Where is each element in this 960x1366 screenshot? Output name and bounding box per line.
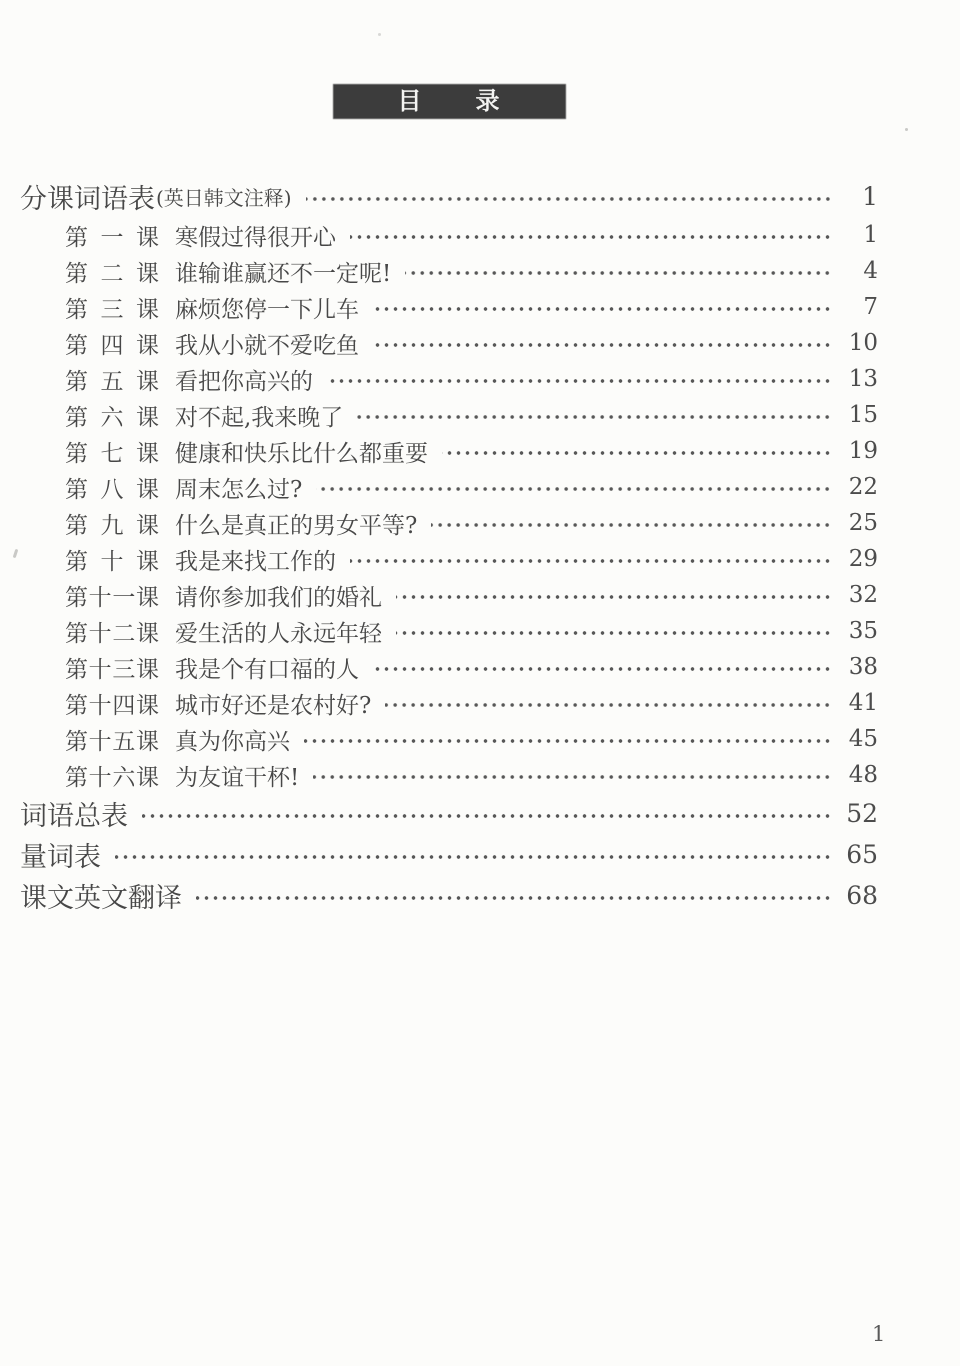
lesson-number-label: 第 七 课 [65, 440, 159, 467]
toc-entry [20, 793, 878, 834]
entry-page-number: 13 [848, 366, 878, 392]
lesson-number-label: 第十一课 [65, 584, 159, 611]
dot-leader [357, 410, 832, 424]
footer-page-number: 1 [872, 1322, 886, 1346]
toc-entry [20, 613, 878, 649]
toc-entry [20, 253, 878, 289]
lesson-number-label: 第十六课 [65, 764, 159, 791]
toc-entry [20, 217, 878, 253]
dot-leader [306, 192, 832, 206]
entry-page-number: 25 [848, 510, 878, 536]
entry-title: 课文英文翻译 [20, 883, 182, 914]
entry-page-number: 52 [846, 799, 878, 828]
toc-entry [20, 397, 878, 433]
entry-title: 什么是真正的男女平等? [175, 512, 418, 539]
lesson-number-label: 第 三 课 [65, 296, 159, 323]
entry-title: 我是来找工作的 [175, 548, 336, 575]
entry-title: 麻烦您停一下儿车 [175, 296, 359, 323]
entry-title: 看把你高兴的 [175, 368, 313, 395]
entry-page-number: 19 [848, 438, 878, 464]
entry-page-number: 35 [848, 618, 878, 644]
entry-title: 我是个有口福的人 [175, 656, 359, 683]
lesson-number-label: 第十三课 [65, 656, 159, 683]
dot-leader [373, 662, 832, 676]
toc-entry [20, 469, 878, 505]
entry-title: 请你参加我们的婚礼 [175, 584, 382, 611]
entry-page-number: 29 [848, 546, 878, 572]
scan-artifact [378, 33, 381, 36]
entry-title: 周末怎么过? [175, 476, 303, 503]
toc-entry [20, 685, 878, 721]
entry-page-number: 68 [846, 881, 878, 910]
entry-page-number: 65 [846, 840, 878, 869]
entry-page-number: 48 [848, 762, 878, 788]
dot-leader [385, 698, 832, 712]
dot-leader [304, 734, 832, 748]
entry-title: 分课词语表 [20, 184, 155, 215]
lesson-number-label: 第十四课 [65, 692, 159, 719]
entry-title: 对不起,我来晚了 [175, 404, 344, 431]
lesson-number-label: 第十五课 [65, 728, 159, 755]
dot-leader [327, 374, 832, 388]
dot-leader [142, 809, 832, 823]
toc-entry [20, 505, 878, 541]
entry-page-number: 7 [863, 294, 878, 320]
entry-title: 谁输谁赢还不一定呢! [175, 260, 392, 287]
dot-leader [316, 482, 832, 496]
lesson-number-label: 第 八 课 [65, 476, 159, 503]
dot-leader [396, 626, 832, 640]
toc-entry [20, 577, 878, 613]
scan-artifact [13, 549, 19, 558]
toc-entry [20, 289, 878, 325]
toc-title-box [334, 85, 565, 118]
page-title: 目 录 [397, 85, 502, 115]
toc-list [20, 176, 878, 916]
dot-leader [115, 850, 832, 864]
entry-page-number: 45 [848, 726, 878, 752]
toc-entry [20, 433, 878, 469]
dot-leader [313, 770, 832, 784]
entry-title: 为友谊干杯! [175, 764, 300, 791]
toc-entry [20, 541, 878, 577]
dot-leader [373, 338, 832, 352]
entry-page-number: 1 [862, 182, 878, 211]
lesson-number-label: 第 五 课 [65, 368, 159, 395]
dot-leader [350, 230, 832, 244]
toc-entry [20, 176, 878, 217]
entry-title: 量词表 [20, 842, 101, 873]
entry-title: 真为你高兴 [175, 728, 290, 755]
dot-leader [350, 554, 832, 568]
dot-leader [396, 590, 832, 604]
lesson-number-label: 第 四 课 [65, 332, 159, 359]
lesson-number-label: 第 二 课 [65, 260, 159, 287]
entry-page-number: 38 [848, 654, 878, 680]
scan-artifact [905, 128, 908, 131]
lesson-number-label: 第 六 课 [65, 404, 159, 431]
dot-leader [405, 266, 832, 280]
entry-title: 健康和快乐比什么都重要 [175, 440, 428, 467]
entry-title: 寒假过得很开心 [175, 224, 336, 251]
entry-title: 城市好还是农村好? [175, 692, 372, 719]
lesson-number-label: 第 一 课 [65, 224, 159, 251]
dot-leader [431, 518, 832, 532]
dot-leader [442, 446, 832, 460]
toc-entry [20, 721, 878, 757]
entry-page-number: 1 [863, 222, 878, 248]
entry-title: 我从小就不爱吃鱼 [175, 332, 359, 359]
entry-page-number: 32 [848, 582, 878, 608]
toc-entry [20, 875, 878, 916]
entry-subtitle: (英日韩文注释) [156, 186, 292, 210]
toc-entry [20, 834, 878, 875]
entry-title: 词语总表 [20, 801, 128, 832]
entry-page-number: 41 [848, 690, 878, 716]
entry-page-number: 10 [848, 330, 878, 356]
entry-title: 爱生活的人永远年轻 [175, 620, 382, 647]
entry-page-number: 15 [848, 402, 878, 428]
dot-leader [373, 302, 832, 316]
lesson-number-label: 第 九 课 [65, 512, 159, 539]
toc-entry [20, 757, 878, 793]
entry-page-number: 4 [863, 258, 878, 284]
entry-page-number: 22 [848, 474, 878, 500]
toc-entry [20, 325, 878, 361]
lesson-number-label: 第 十 课 [65, 548, 159, 575]
lesson-number-label: 第十二课 [65, 620, 159, 647]
toc-entry [20, 649, 878, 685]
dot-leader [196, 891, 832, 905]
toc-entry [20, 361, 878, 397]
